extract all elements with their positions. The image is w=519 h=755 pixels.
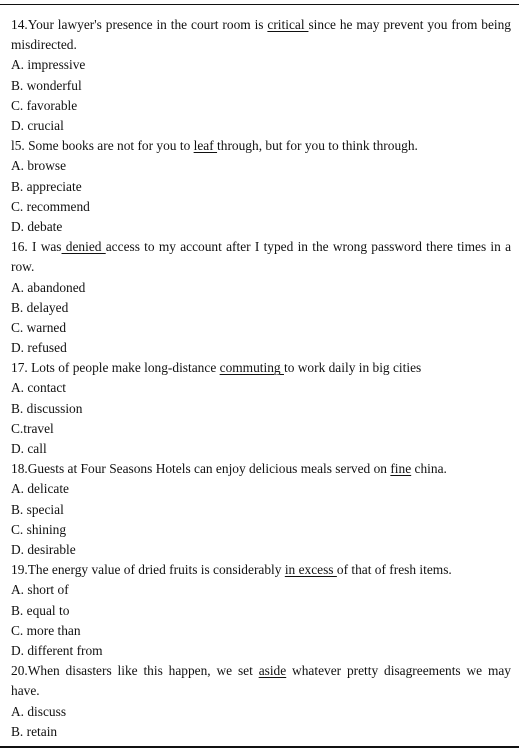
answer-option: C. shining [11, 521, 67, 537]
question-text: whatever pretty disagreements we may have. [11, 663, 511, 699]
answer-option: B. special [11, 501, 64, 517]
answer-option: B. equal to [11, 602, 70, 618]
answer-option: B. delayed [11, 299, 69, 315]
underlined-keyword: leaf [193, 138, 218, 154]
question-stem [11, 237, 511, 277]
underlined-keyword: commuting [219, 360, 284, 376]
question-text: through, but for you to think through. [217, 138, 418, 154]
answer-option: A. browse [11, 158, 67, 174]
answer-option: C. favorable [11, 97, 78, 113]
question-stem [11, 661, 511, 701]
question-text: 19.The energy value of dried fruits is considerably [11, 562, 285, 578]
top-rule [0, 4, 519, 5]
question-stem [11, 15, 511, 55]
underlined-keyword: aside [258, 663, 287, 679]
answer-option: B. discussion [11, 400, 83, 416]
answer-option: D. call [11, 441, 47, 457]
question-stem [11, 358, 511, 378]
underlined-keyword: critical [267, 17, 309, 32]
question-text: 20.When disasters like this happen, we set [11, 663, 259, 679]
question-text: access to my account after I typed in the wrong password there times in a row. [11, 239, 512, 275]
question-text: 14.Your lawyer's presence in the court room is [11, 17, 268, 32]
answer-option: A. contact [11, 380, 67, 396]
answer-option: A. abandoned [11, 279, 86, 295]
answer-option: B. wonderful [11, 77, 82, 93]
underlined-keyword: fine [390, 461, 412, 477]
question-text: china. [411, 461, 447, 477]
question-stem [11, 560, 511, 580]
question-text: 18.Guests at Four Seasons Hotels can enjoy delicious meals served on [11, 461, 391, 477]
answer-option: D. debate [11, 218, 63, 234]
underlined-keyword: in excess [284, 562, 337, 578]
answer-option: D. different from [11, 642, 103, 658]
answer-option: C.travel [11, 420, 54, 436]
answer-option: C. warned [11, 319, 67, 335]
answer-option: C. recommend [11, 198, 90, 214]
question-text: since he may prevent you from being misdirected. [11, 17, 511, 53]
question-text: to work daily in big cities [283, 360, 422, 376]
answer-option: A. short of [11, 582, 69, 598]
bottom-rule [0, 746, 519, 748]
underlined-keyword: denied [61, 239, 106, 255]
question-text: l5. Some books are not for you to [11, 138, 194, 154]
answer-option: D. refused [11, 340, 67, 356]
answer-option: C. more than [11, 622, 81, 638]
answer-option: A. impressive [11, 57, 86, 73]
answer-option: D. crucial [11, 117, 64, 133]
question-text: 17. Lots of people make long-distance [11, 360, 220, 376]
answer-option: A. discuss [11, 703, 67, 719]
answer-option: B. retain [11, 723, 58, 739]
question-stem [11, 136, 511, 156]
answer-option: D. desirable [11, 541, 76, 557]
question-stem [11, 459, 511, 479]
question-list [11, 15, 511, 742]
answer-option: B. appreciate [11, 178, 82, 194]
question-text: of that of fresh items. [336, 562, 452, 578]
answer-option: A. delicate [11, 481, 69, 497]
question-text: 16. I was [11, 239, 62, 255]
